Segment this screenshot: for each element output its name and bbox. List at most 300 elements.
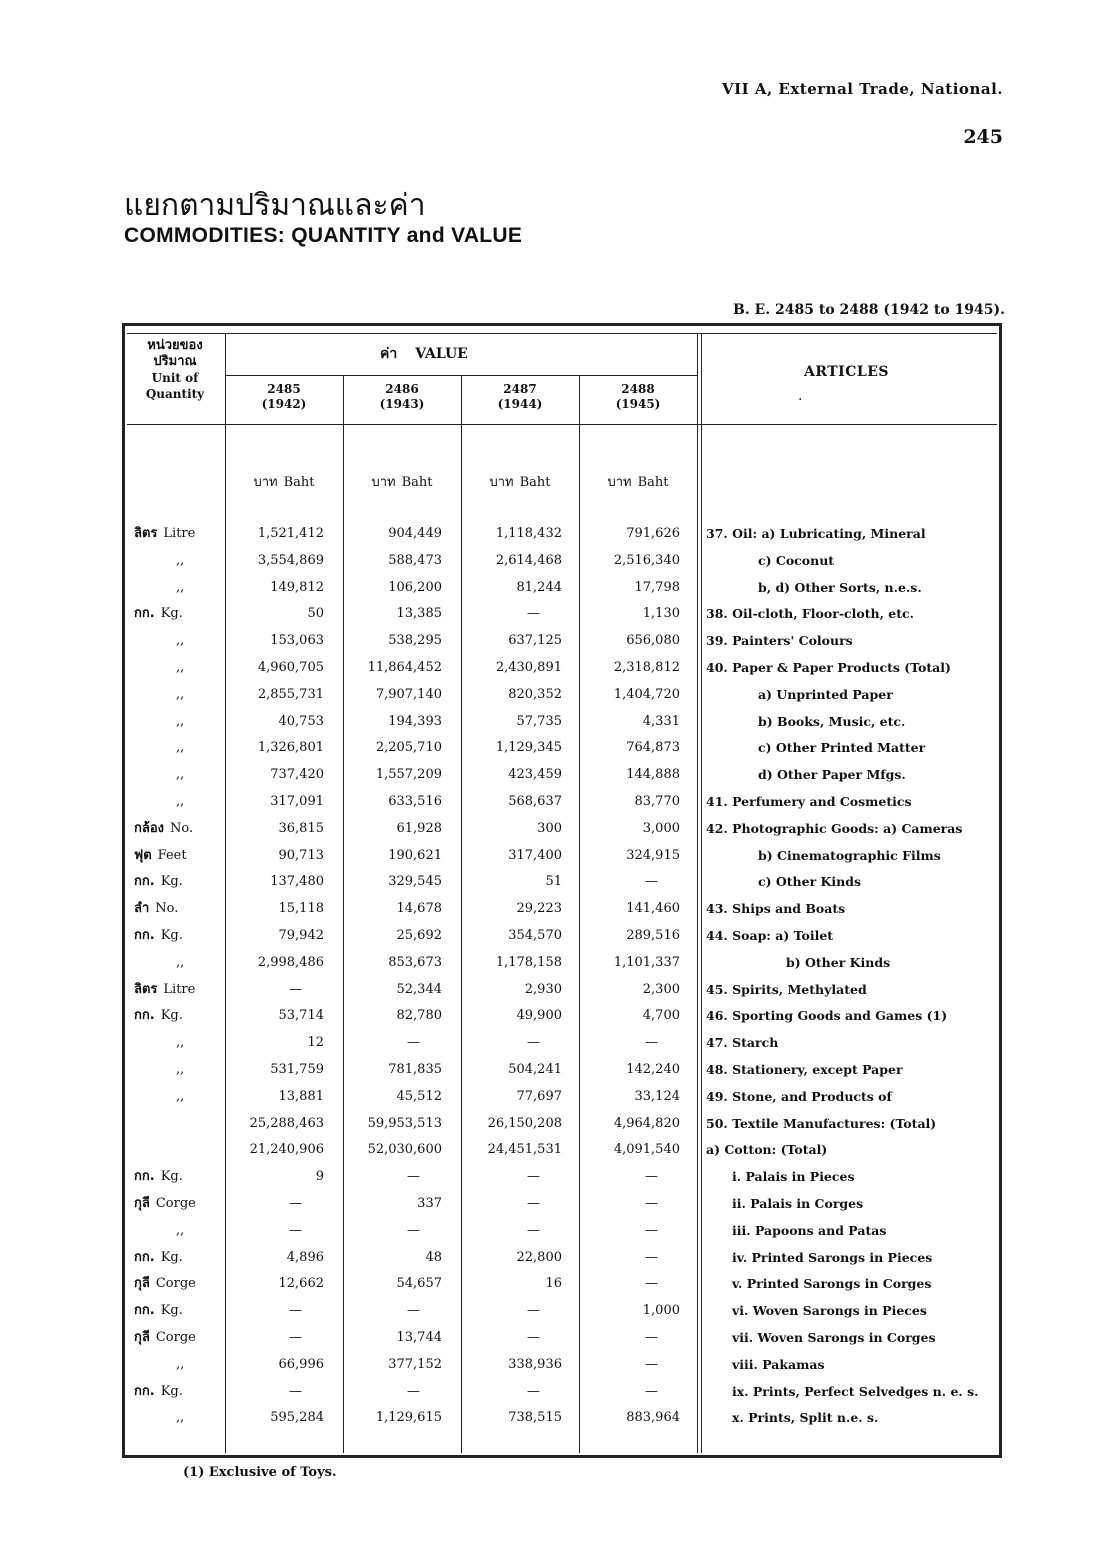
value-cell-2485: 153,063: [270, 633, 324, 649]
unit-en: ,,: [176, 954, 185, 970]
unit-en: Kg.: [160, 606, 183, 622]
unit-thai: กุลี: [134, 1330, 150, 1345]
currency-en: Baht: [401, 475, 433, 490]
value-cell-2487: 81,244: [516, 579, 562, 595]
value-cell-2485: 3,554,869: [257, 552, 324, 568]
value-cell-2488: 4,964,820: [613, 1115, 680, 1131]
unit-en: Litre: [163, 526, 196, 541]
value-cell-2485: 1,326,801: [257, 740, 324, 756]
table-row: [0, 655, 1095, 681]
unit-en: Kg.: [160, 874, 183, 890]
unit-cell: [134, 548, 222, 574]
value-cell-2487: 2,614,468: [495, 552, 562, 568]
value-cell-2488: 1,130: [642, 606, 680, 622]
unit-thai: กุลี: [134, 1276, 150, 1292]
table-row: [0, 950, 1095, 976]
article-cell: x. Prints, Split n.e. s.: [732, 1410, 879, 1426]
value-cell-2487: 317,400: [508, 847, 562, 863]
article-cell: viii. Pakamas: [732, 1356, 825, 1372]
article-cell: 44. Soap: a) Toilet: [706, 928, 834, 943]
value-cell-2485: 15,118: [278, 901, 324, 917]
footnote: (1) Exclusive of Toys.: [183, 1465, 337, 1480]
table-row: [0, 1137, 1095, 1163]
unit-thai: กก.: [134, 874, 155, 890]
value-cell-2487: 29,223: [516, 901, 562, 917]
table-row: [0, 1352, 1095, 1378]
unit-thai: กก.: [134, 1169, 155, 1185]
table-row: [0, 816, 1095, 842]
value-cell-2485: 317,091: [270, 794, 324, 809]
currency-en: Baht: [519, 475, 551, 490]
value-cell-2485: 149,812: [270, 579, 324, 595]
table-row: [0, 1057, 1095, 1083]
value-cell-2486: 48: [425, 1249, 442, 1265]
value-cell-2488: 1,101,337: [613, 954, 680, 970]
unit-en: No.: [155, 901, 179, 917]
unit-cell: [134, 1405, 222, 1431]
value-cell-2486: 25,692: [396, 928, 442, 943]
unit-cell: [134, 601, 222, 627]
value-cell-2485: 66,996: [278, 1356, 324, 1372]
value-cell-2486: 2,205,710: [375, 740, 442, 756]
value-cell-2486: —: [407, 1222, 420, 1238]
value-cell-2486: 853,673: [388, 954, 442, 970]
value-cell-2486: 194,393: [388, 713, 442, 729]
article-cell: 41. Perfumery and Cosmetics: [706, 794, 912, 809]
currency-label: [343, 471, 461, 492]
value-cell-2488: 2,516,340: [613, 552, 680, 568]
article-cell: iv. Printed Sarongs in Pieces: [732, 1249, 933, 1265]
unit-thai: กก.: [134, 928, 155, 943]
unit-cell: [134, 816, 222, 842]
value-cell-2485: 12: [307, 1035, 324, 1051]
value-cell-2488: —: [645, 1249, 658, 1265]
value-cell-2486: 45,512: [396, 1088, 442, 1104]
unit-cell: [134, 1218, 222, 1244]
page-title: COMMODITIES: QUANTITY and VALUE: [124, 224, 523, 247]
value-cell-2486: 54,657: [396, 1276, 442, 1292]
article-cell: a) Cotton: (Total): [706, 1142, 828, 1158]
unit-en: ,,: [176, 686, 185, 702]
unit-en: Corge: [155, 1276, 196, 1292]
value-cell-2486: 781,835: [388, 1062, 442, 1077]
unit-en: ,,: [176, 633, 185, 649]
currency-thai: บาท: [371, 475, 396, 490]
value-cell-2485: 21,240,906: [249, 1142, 324, 1158]
value-cell-2487: —: [527, 1196, 540, 1211]
value-cell-2488: 324,915: [626, 847, 680, 863]
value-cell-2486: 61,928: [396, 820, 442, 836]
unit-cell: [134, 762, 222, 788]
unit-cell: [134, 682, 222, 708]
unit-en: ,,: [176, 1035, 185, 1051]
value-cell-2487: 738,515: [508, 1410, 562, 1426]
value-cell-2487: 49,900: [516, 1008, 562, 1024]
unit-en: ,,: [176, 1410, 185, 1426]
table-row: [0, 601, 1095, 627]
articles-header: ARTICLES: [804, 364, 889, 380]
unit-column-header: [132, 338, 218, 402]
unit-en: ,,: [176, 794, 185, 809]
table-row: [0, 575, 1095, 601]
unit-en: Litre: [163, 981, 196, 997]
year-be: 2487: [503, 382, 537, 396]
unit-en: Kg.: [160, 1008, 183, 1024]
header-rule: [127, 424, 997, 425]
value-cell-2486: 7,907,140: [375, 686, 442, 702]
article-cell: vi. Woven Sarongs in Pieces: [732, 1303, 927, 1319]
value-cell-2485: 12,662: [278, 1276, 324, 1292]
article-cell: 48. Stationery, except Paper: [706, 1062, 903, 1077]
value-cell-2486: 538,295: [388, 633, 442, 649]
value-cell-2487: 1,129,345: [495, 740, 562, 756]
article-cell: 37. Oil: a) Lubricating, Mineral: [706, 526, 926, 541]
article-cell: ii. Palais in Corges: [732, 1196, 864, 1211]
unit-cell: [134, 709, 222, 735]
value-cell-2487: 2,930: [524, 981, 562, 997]
article-cell: 43. Ships and Boats: [706, 901, 846, 917]
value-cell-2487: 354,570: [508, 928, 562, 943]
unit-cell: [134, 1137, 222, 1163]
year-header: [461, 382, 579, 412]
table-row: [0, 869, 1095, 895]
article-cell: 50. Textile Manufactures: (Total): [706, 1115, 937, 1131]
value-cell-2488: —: [645, 874, 658, 890]
article-cell: 42. Photographic Goods: a) Cameras: [706, 820, 963, 836]
value-cell-2488: —: [645, 1276, 658, 1292]
value-cell-2485: 4,896: [286, 1249, 324, 1265]
value-cell-2485: —: [289, 1196, 302, 1211]
value-cell-2488: 4,331: [642, 713, 680, 729]
value-cell-2485: 40,753: [278, 713, 324, 729]
value-cell-2485: —: [289, 1383, 302, 1399]
value-cell-2486: —: [407, 1035, 420, 1051]
unit-en: Kg.: [160, 928, 183, 943]
unit-cell: [134, 1298, 222, 1324]
year-range: B. E. 2485 to 2488 (1942 to 1945).: [733, 302, 1005, 318]
unit-cell: [134, 1030, 222, 1056]
table-row: [0, 521, 1095, 547]
unit-en: Kg.: [160, 1383, 183, 1399]
page-number: 245: [963, 126, 1003, 148]
value-cell-2488: —: [645, 1222, 658, 1238]
unit-thai: กุลี: [134, 1196, 150, 1211]
value-cell-2487: 300: [537, 820, 562, 836]
value-cell-2488: —: [645, 1196, 658, 1211]
value-cell-2487: —: [527, 1222, 540, 1238]
table-row: [0, 896, 1095, 922]
value-cell-2488: 144,888: [626, 767, 680, 783]
value-cell-2488: 141,460: [626, 901, 680, 917]
unit-cell: [134, 896, 222, 922]
unit-en: ,,: [176, 713, 185, 729]
unit-en: Kg.: [160, 1249, 183, 1265]
value-cell-2488: 2,300: [642, 981, 680, 997]
table-row: [0, 1325, 1095, 1351]
article-cell: c) Other Kinds: [758, 874, 861, 890]
value-cell-2488: 4,700: [642, 1008, 680, 1024]
value-cell-2487: 423,459: [508, 767, 562, 783]
unit-cell: [134, 950, 222, 976]
unit-en: ,,: [176, 579, 185, 595]
table-row: [0, 1111, 1095, 1137]
value-cell-2488: 1,404,720: [613, 686, 680, 702]
value-cell-2485: 595,284: [270, 1410, 324, 1426]
article-cell: i. Palais in Pieces: [732, 1169, 855, 1185]
table-row: [0, 977, 1095, 1003]
unit-en: ,,: [176, 552, 185, 568]
unit-cell: [134, 655, 222, 681]
unit-cell: [134, 575, 222, 601]
value-cell-2486: 1,557,209: [375, 767, 442, 783]
unit-en: Corge: [155, 1330, 196, 1345]
table-row: [0, 628, 1095, 654]
value-cell-2485: 50: [307, 606, 324, 622]
unit-en: ,,: [176, 1088, 185, 1104]
unit-en: No.: [170, 820, 194, 836]
table-row: [0, 1298, 1095, 1324]
value-cell-2488: 17,798: [634, 579, 680, 595]
table-row: [0, 1003, 1095, 1029]
value-cell-2485: 9: [315, 1169, 324, 1185]
value-cell-2485: 2,998,486: [257, 954, 324, 970]
value-cell-2487: 568,637: [508, 794, 562, 809]
thai-title: แยกตามปริมาณและค่า: [124, 188, 426, 223]
unit-cell: [134, 1057, 222, 1083]
value-cell-2486: 14,678: [396, 901, 442, 917]
year-be: 2488: [621, 382, 655, 396]
value-cell-2487: 22,800: [516, 1249, 562, 1265]
value-cell-2486: 13,744: [396, 1330, 442, 1345]
value-cell-2485: —: [289, 1222, 302, 1238]
article-cell: 39. Painters' Colours: [706, 633, 853, 649]
table-row: [0, 709, 1095, 735]
table-row: [0, 1030, 1095, 1056]
unit-thai: ลำ: [134, 901, 150, 917]
unit-en: ,,: [176, 660, 185, 675]
value-cell-2487: 77,697: [516, 1088, 562, 1104]
value-cell-2488: 142,240: [626, 1062, 680, 1077]
table-row: [0, 682, 1095, 708]
value-cell-2486: 11,864,452: [367, 660, 442, 675]
unit-thai: กก.: [134, 1383, 155, 1399]
value-cell-2486: 1,129,615: [375, 1410, 442, 1426]
value-cell-2488: 1,000: [642, 1303, 680, 1319]
unit-en: Corge: [155, 1196, 196, 1211]
unit-cell: [134, 735, 222, 761]
unit-en: ,,: [176, 1356, 185, 1372]
value-cell-2485: 1,521,412: [257, 526, 324, 541]
value-cell-2487: —: [527, 1303, 540, 1319]
value-cell-2485: 4,960,705: [257, 660, 324, 675]
unit-cell: [134, 1352, 222, 1378]
value-cell-2488: 83,770: [634, 794, 680, 809]
table-row: [0, 762, 1095, 788]
value-cell-2485: 737,420: [270, 767, 324, 783]
value-cell-2488: 33,124: [634, 1088, 680, 1104]
currency-label: [225, 471, 343, 492]
value-cell-2486: 190,621: [388, 847, 442, 863]
table-row: [0, 1191, 1095, 1217]
currency-en: Baht: [283, 475, 315, 490]
unit-header-en: Unit of Quantity: [145, 371, 205, 401]
unit-cell: [134, 869, 222, 895]
article-cell: vii. Woven Sarongs in Corges: [732, 1330, 936, 1345]
unit-cell: [134, 1191, 222, 1217]
value-cell-2485: 531,759: [270, 1062, 324, 1077]
table-row: [0, 843, 1095, 869]
year-ce: (1944): [497, 397, 543, 411]
year-header: [579, 382, 697, 412]
value-cell-2488: 4,091,540: [613, 1142, 680, 1158]
year-ce: (1943): [379, 397, 425, 411]
unit-cell: [134, 843, 222, 869]
unit-cell: [134, 923, 222, 949]
article-cell: 49. Stone, and Products of: [706, 1088, 892, 1104]
unit-thai: กก.: [134, 1008, 155, 1024]
value-cell-2486: 904,449: [388, 526, 442, 541]
value-cell-2485: —: [289, 1330, 302, 1345]
unit-thai: ลิตร: [134, 526, 158, 541]
article-cell: c) Coconut: [758, 552, 835, 568]
article-cell: b) Other Kinds: [786, 954, 891, 970]
value-cell-2485: —: [289, 981, 302, 997]
unit-cell: [134, 628, 222, 654]
article-cell: 40. Paper & Paper Products (Total): [706, 660, 951, 675]
value-cell-2488: 883,964: [626, 1410, 680, 1426]
table-row: [0, 1379, 1095, 1405]
article-cell: v. Printed Sarongs in Corges: [732, 1276, 932, 1292]
unit-en: Kg.: [160, 1303, 183, 1319]
value-cell-2487: 24,451,531: [487, 1142, 562, 1158]
unit-en: ,,: [176, 767, 185, 783]
unit-thai: กก.: [134, 606, 155, 622]
value-cell-2485: 90,713: [278, 847, 324, 863]
article-cell: 46. Sporting Goods and Games (1): [706, 1008, 948, 1024]
table-row: [0, 1271, 1095, 1297]
value-header-thai: ค่า: [380, 346, 398, 362]
value-header-en: VALUE: [415, 346, 468, 362]
value-cell-2486: —: [407, 1169, 420, 1185]
article-cell: b) Cinematographic Films: [758, 847, 941, 863]
unit-cell: [134, 1245, 222, 1271]
currency-label: [461, 471, 579, 492]
value-header: [380, 343, 468, 365]
year-be: 2485: [267, 382, 301, 396]
value-cell-2487: 1,118,432: [495, 526, 562, 541]
value-cell-2488: 764,873: [626, 740, 680, 756]
table-row: [0, 1405, 1095, 1431]
unit-cell: [134, 1325, 222, 1351]
unit-cell: [134, 1003, 222, 1029]
value-cell-2486: 82,780: [396, 1008, 442, 1024]
value-cell-2487: —: [527, 606, 540, 622]
value-cell-2487: —: [527, 1330, 540, 1345]
article-cell: 38. Oil-cloth, Floor-cloth, etc.: [706, 606, 914, 622]
section-header: VII A, External Trade, National.: [721, 80, 1003, 98]
article-cell: ix. Prints, Perfect Selvedges n. e. s.: [732, 1383, 979, 1399]
article-cell: 47. Starch: [706, 1035, 779, 1051]
unit-thai: ลิตร: [134, 981, 158, 997]
unit-cell: [134, 1271, 222, 1297]
unit-cell: [134, 1084, 222, 1110]
value-cell-2488: 2,318,812: [613, 660, 680, 675]
unit-cell: [134, 521, 222, 547]
value-cell-2488: —: [645, 1383, 658, 1399]
value-cell-2487: —: [527, 1169, 540, 1185]
currency-thai: บาท: [607, 475, 632, 490]
value-cell-2486: 52,030,600: [367, 1142, 442, 1158]
article-cell: b, d) Other Sorts, n.e.s.: [758, 579, 922, 595]
unit-thai: กล้อง: [134, 820, 164, 836]
value-cell-2486: —: [407, 1303, 420, 1319]
unit-thai: กก.: [134, 1249, 155, 1265]
article-cell: iii. Papoons and Patas: [732, 1222, 887, 1238]
year-be: 2486: [385, 382, 419, 396]
unit-en: ,,: [176, 1222, 185, 1238]
article-cell: c) Other Printed Matter: [758, 740, 926, 756]
unit-thai: กก.: [134, 1303, 155, 1319]
article-cell: a) Unprinted Paper: [758, 686, 893, 702]
value-cell-2487: 26,150,208: [487, 1115, 562, 1131]
unit-en: Feet: [157, 847, 187, 863]
currency-thai: บาท: [489, 475, 514, 490]
article-cell: 45. Spirits, Methylated: [706, 981, 867, 997]
currency-thai: บาท: [253, 475, 278, 490]
value-cell-2488: —: [645, 1169, 658, 1185]
articles-header-mark: .: [798, 388, 803, 404]
value-cell-2487: —: [527, 1383, 540, 1399]
unit-en: ,,: [176, 1062, 185, 1077]
value-cell-2485: 36,815: [278, 820, 324, 836]
value-cell-2487: 51: [545, 874, 562, 890]
year-header: [225, 382, 343, 412]
value-cell-2488: —: [645, 1330, 658, 1345]
value-cell-2487: 57,735: [516, 713, 562, 729]
unit-en: ,,: [176, 740, 185, 756]
value-cell-2486: 13,385: [396, 606, 442, 622]
unit-cell: [134, 977, 222, 1003]
value-cell-2487: 2,430,891: [495, 660, 562, 675]
value-cell-2486: —: [407, 1383, 420, 1399]
article-cell: d) Other Paper Mfgs.: [758, 767, 906, 783]
header-rule: [225, 375, 697, 376]
value-cell-2487: 338,936: [508, 1356, 562, 1372]
table-row: [0, 735, 1095, 761]
currency-en: Baht: [637, 475, 669, 490]
value-cell-2485: 137,480: [270, 874, 324, 890]
value-cell-2486: 106,200: [388, 579, 442, 595]
unit-cell: [134, 1379, 222, 1405]
unit-cell: [134, 1111, 222, 1137]
unit-cell: [134, 1164, 222, 1190]
table-row: [0, 1245, 1095, 1271]
value-cell-2487: 637,125: [508, 633, 562, 649]
value-cell-2488: —: [645, 1035, 658, 1051]
value-cell-2486: 337: [417, 1196, 442, 1211]
value-cell-2485: 53,714: [278, 1008, 324, 1024]
table-row: [0, 1218, 1095, 1244]
currency-label: [579, 471, 697, 492]
value-cell-2487: 16: [545, 1276, 562, 1292]
value-cell-2488: —: [645, 1356, 658, 1372]
value-cell-2487: 820,352: [508, 686, 562, 702]
article-cell: b) Books, Music, etc.: [758, 713, 906, 729]
table-row: [0, 548, 1095, 574]
unit-header-thai: หน่วยของ ปริมาณ: [147, 338, 203, 369]
value-cell-2485: —: [289, 1303, 302, 1319]
year-header: [343, 382, 461, 412]
